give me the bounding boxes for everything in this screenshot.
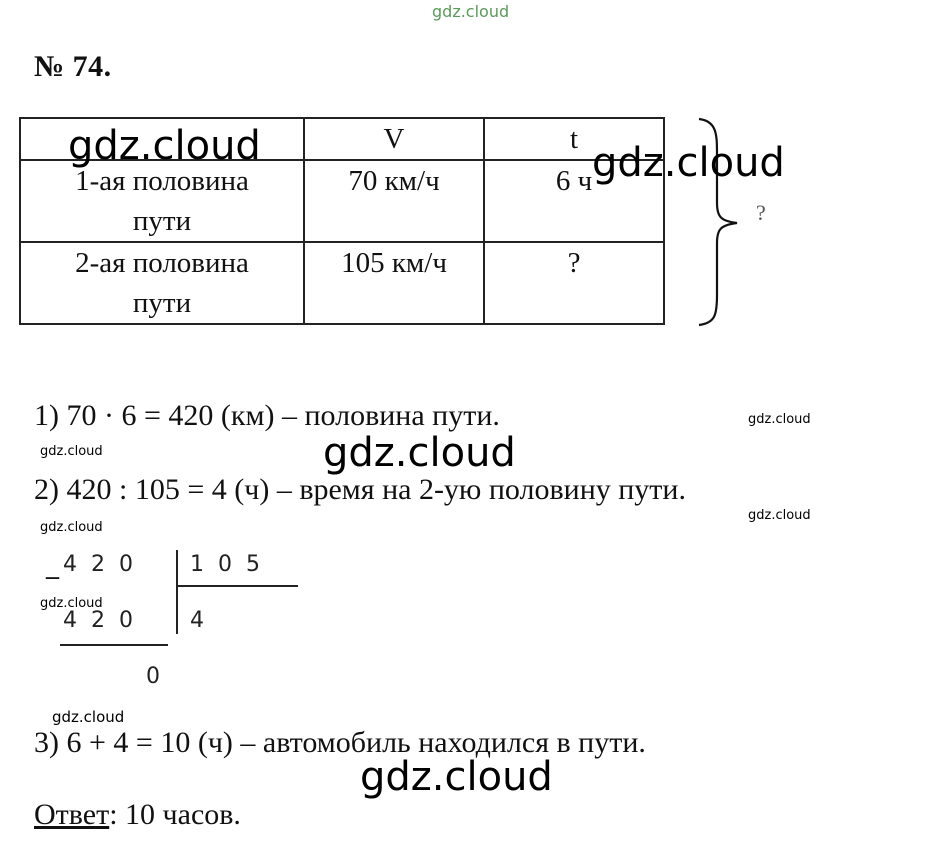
solution-step-2: 2) 420 : 105 = 4 (ч) – время на 2-ую половину пути. [34,473,686,506]
remainder: 0 [146,664,174,689]
table-row [20,160,664,242]
watermark: gdz.cloud [748,412,811,427]
minus-sign: _ [46,550,59,580]
watermark: gdz.cloud [360,754,553,800]
problem-number: № 74. [34,50,112,83]
answer-line [34,798,241,832]
quotient: 4 [190,608,218,633]
long-division [40,548,340,698]
row-speed: 70 км/ч [304,160,484,242]
solution-step-3: 3) 6 + 4 = 10 (ч) – автомобиль находился в пути. [34,726,646,759]
watermark: gdz.cloud [748,508,811,523]
row-label: 1-ая половина пути [20,160,304,242]
watermark: gdz.cloud [40,520,103,535]
table-row [20,242,664,324]
row-time: 6 ч [484,160,664,242]
answer-label: Ответ [34,798,110,831]
answer-text: : 10 часов. [109,798,241,831]
watermark: gdz.cloud [68,123,261,169]
header-cell-v: V [304,118,484,160]
watermark: gdz.cloud [592,140,785,186]
header-cell-t: t [484,118,664,160]
dividend: 420 [63,552,147,577]
brace-question: ? [756,200,766,225]
watermark: gdz.cloud [52,708,125,726]
watermark-top: gdz.cloud [432,2,510,21]
divisor-underline [178,585,298,587]
row-label: 2-ая половина пути [20,242,304,324]
solution-step-1: 1) 70 · 6 = 420 (км) – половина пути. [34,399,500,432]
division-bar-vertical [176,550,178,634]
subtraction-line [60,644,168,646]
row-speed: 105 км/ч [304,242,484,324]
watermark: gdz.cloud [40,596,103,611]
subtrahend: 420 [63,608,147,633]
watermark: gdz.cloud [323,430,516,476]
watermark: gdz.cloud [40,444,103,459]
row-time: ? [484,242,664,324]
divisor: 105 [190,552,274,577]
